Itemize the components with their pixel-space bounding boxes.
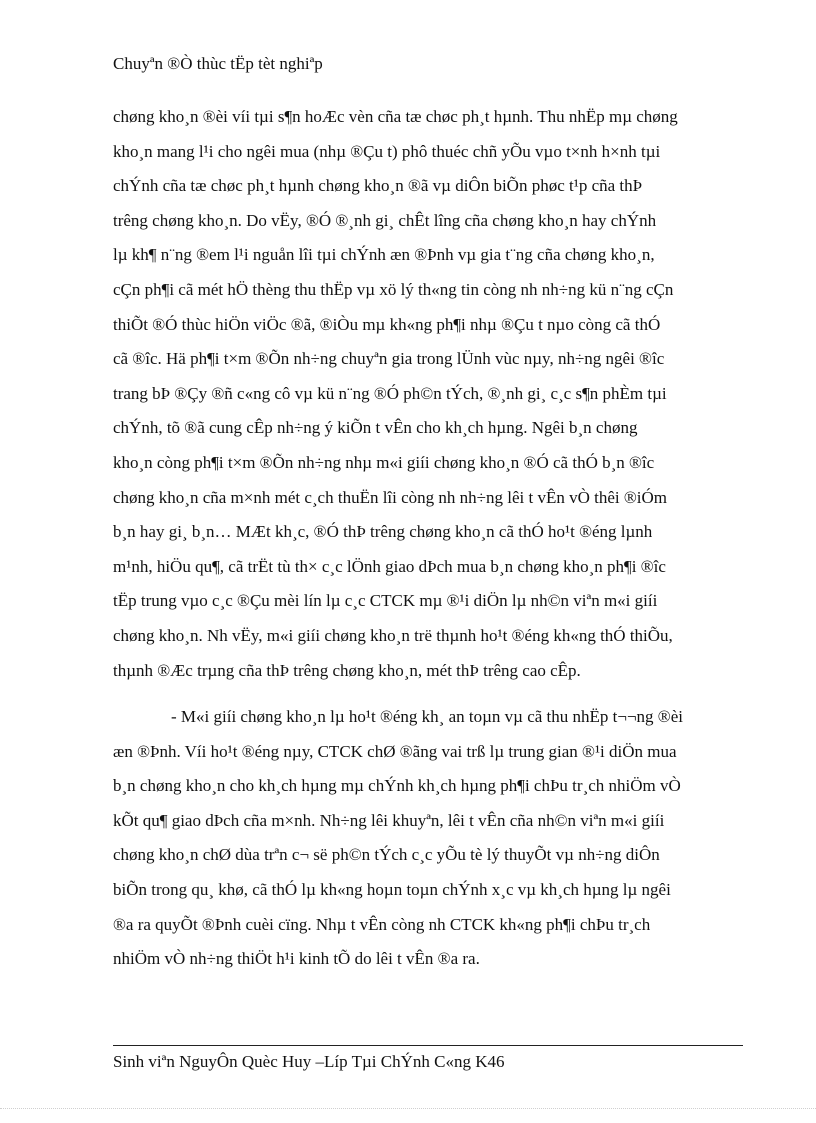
text-line: thiÕt ®Ó thùc hiÖn viÖc ®ã, ®iÒu mµ kh«ng ph¶i nhµ ®Çu t nµo còng cã thÓ — [113, 314, 661, 334]
page-footer: Sinh viªn NguyÔn Quèc Huy –Líp Tµi ChÝnh C«ng K46 — [113, 1052, 505, 1071]
text-line: tËp trung vµo c¸c ®Çu mèi lín lµ c¸c CTCK mµ ®¹i diÖn lµ nh©n viªn m«i giíi — [113, 591, 658, 611]
body-text — [113, 100, 743, 977]
text-line: chÝnh, tõ ®ã cung cÊp nh÷ng ý kiÕn t vÊn cho kh¸ch hµng. Ngêi b¸n chøng — [113, 418, 638, 438]
paragraph-2 — [113, 700, 743, 977]
page-bottom-dotted-line — [0, 1108, 816, 1109]
text-line: cã ®îc. Hä ph¶i t×m ®Õn nh÷ng chuyªn gia trong lÜnh vùc nµy, nh÷ng ngêi ®îc — [113, 349, 665, 369]
text-line: kho¸n mang l¹i cho ngêi mua (nhµ ®Çu t) phô thuéc chñ yÕu vµo t×nh h×nh tµi — [113, 141, 661, 161]
text-line: æn ®Þnh. Víi ho¹t ®éng nµy, CTCK chØ ®ãng vai trß lµ trung gian ®¹i diÖn mua — [113, 741, 677, 761]
text-line: lµ kh¶ n¨ng ®em l¹i nguån lîi tµi chÝnh æn ®Þnh vµ gia t¨ng cña chøng kho¸n, — [113, 245, 655, 265]
paragraph-1 — [113, 100, 743, 688]
text-line: b¸n hay gi¸ b¸n… MÆt kh¸c, ®Ó thÞ trêng chøng kho¸n cã thÓ ho¹t ®éng lµnh — [113, 522, 653, 542]
text-line: b¸n chøng kho¸n cho kh¸ch hµng mµ chÝnh kh¸ch hµng ph¶i chÞu tr¸ch nhiÖm vÒ — [113, 776, 681, 796]
text-line: - M«i giíi chøng kho¸n lµ ho¹t ®éng kh¸ an toµn vµ cã thu nhËp t¬¬ng ®èi — [171, 707, 683, 727]
text-line: cÇn ph¶i cã mét hÖ thèng thu thËp vµ xö lý th«ng tin còng nh nh÷ng kü n¨ng cÇn — [113, 279, 674, 299]
text-line: ®a ra quyÕt ®Þnh cuèi cïng. Nhµ t vÊn còng nh CTCK kh«ng ph¶i chÞu tr¸ch — [113, 914, 651, 934]
text-line: nhiÖm vÒ nh÷ng thiÖt h¹i kinh tÕ do lêi t vÊn ®a ra. — [113, 949, 480, 969]
text-line: biÕn trong qu¸ khø, cã thÓ lµ kh«ng hoµn toµn chÝnh x¸c vµ kh¸ch hµng lµ ngêi — [113, 880, 671, 900]
text-line: chøng kho¸n. Nh vËy, m«i giíi chøng kho¸n trë thµnh ho¹t ®éng kh«ng thÓ thiÕu, — [113, 625, 673, 645]
text-line: kho¸n còng ph¶i t×m ®Õn nh÷ng nhµ m«i giíi chøng kho¸n ®Ó cã thÓ b¸n ®îc — [113, 452, 655, 472]
paragraph-spacer — [113, 688, 743, 700]
text-line: kÕt qu¶ giao dÞch cña m×nh. Nh÷ng lêi khuyªn, lêi t vÊn cña nh©n viªn m«i giíi — [113, 810, 665, 830]
text-line: chÝnh cña tæ chøc ph¸t hµnh chøng kho¸n ®ã vµ diÔn biÕn phøc t¹p cña thÞ — [113, 176, 643, 196]
text-line: trêng chøng kho¸n. Do vËy, ®Ó ®¸nh gi¸ chÊt lîng cña chøng kho¸n hay chÝnh — [113, 210, 657, 230]
text-line: chøng kho¸n chØ dùa trªn c¬ së ph©n tÝch c¸c yÕu tè lý thuyÕt vµ nh÷ng diÔn — [113, 845, 660, 865]
text-line: thµnh ®Æc trµng cña thÞ trêng chøng kho¸n, mét thÞ trêng cao cÊp. — [113, 660, 581, 680]
text-line: chøng kho¸n cña m×nh mét c¸ch thuËn lîi còng nh nh÷ng lêi t vÊn vÒ thêi ®iÓm — [113, 487, 668, 507]
text-line: m¹nh, hiÖu qu¶, cã trËt tù th× c¸c lÖnh giao dÞch mua b¸n chøng kho¸n ph¶i ®îc — [113, 556, 666, 576]
text-line: chøng kho¸n ®èi víi tµi s¶n hoÆc vèn cña tæ chøc ph¸t hµnh. Thu nhËp mµ chøng — [113, 107, 678, 126]
footer-divider — [113, 1045, 743, 1046]
page-header: Chuyªn ®Ò thùc tËp tèt nghiªp — [113, 54, 323, 73]
text-line: trang bÞ ®Çy ®ñ c«ng cô vµ kü n¨ng ®Ó ph©n tÝch, ®¸nh gi¸ c¸c s¶n phÈm tµi — [113, 383, 667, 403]
